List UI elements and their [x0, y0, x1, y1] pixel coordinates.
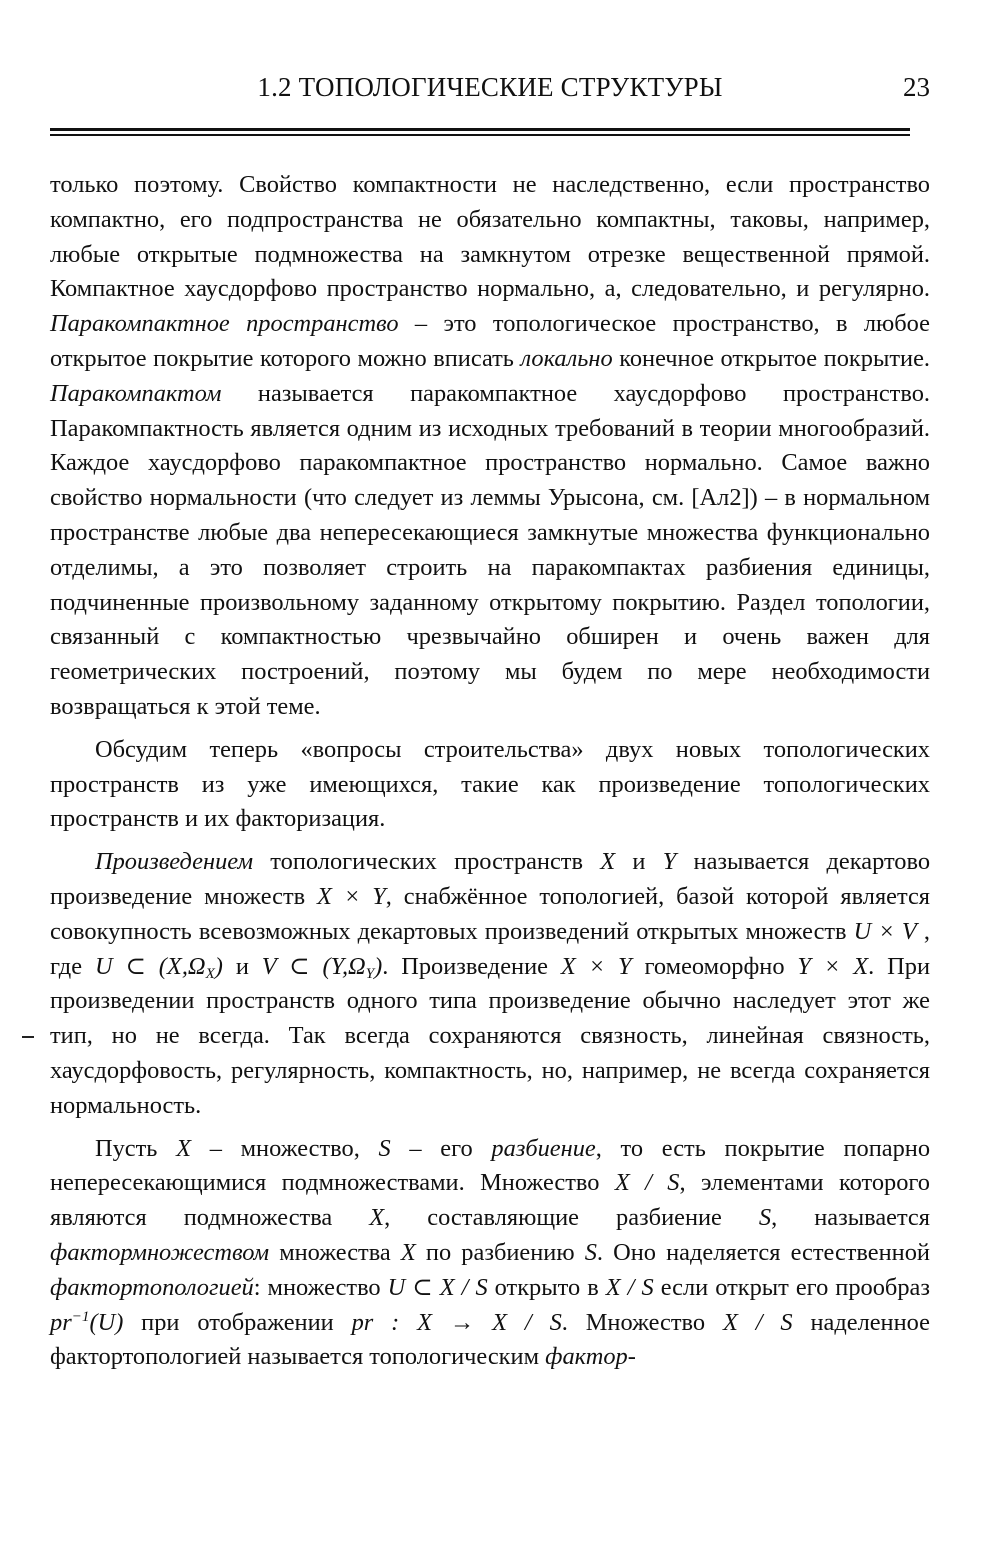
- emphasis-term: Паракомпактом: [50, 379, 222, 407]
- text-span: множества: [269, 1238, 401, 1266]
- text-span: при отображении: [123, 1308, 352, 1336]
- math-expression: X / S: [605, 1273, 654, 1301]
- text-span: гомеоморфно: [631, 952, 798, 980]
- math-expression: [95, 953, 223, 980]
- paragraph-construction: [50, 733, 930, 837]
- math-expression: X / S: [722, 1308, 793, 1336]
- math-subscript: X: [205, 965, 215, 982]
- paragraph-product: [50, 845, 930, 1123]
- text-span: конечное открытое покрытие.: [612, 344, 930, 372]
- math-symbol: X: [176, 1134, 192, 1162]
- math-expression: pr : X → X / S: [351, 1308, 562, 1336]
- math-part: V ⊂ (Y,Ω: [261, 952, 366, 980]
- text-span: – это топологическое пространство, в любое открытое покрытие которого можно вписать: [50, 310, 930, 372]
- text-span: , называется: [771, 1204, 930, 1232]
- math-expression: [50, 1309, 123, 1336]
- header-title: 1.2 ТОПОЛОГИЧЕСКИЕ СТРУКТУРЫ: [257, 72, 723, 102]
- math-symbol: S: [584, 1238, 597, 1266]
- math-expression: U ⊂ X / S: [387, 1273, 488, 1301]
- text-span: Обсудим теперь «вопросы строительства» двух новых топологических пространств из уже имеющихся, такие как произведение топологических пространств и их факторизация.: [50, 735, 930, 833]
- running-header: [50, 64, 930, 108]
- text-span: . Произведение: [382, 952, 561, 980]
- emphasis-term: Произведением: [95, 848, 254, 876]
- text-span: называется декартово произведение множеств: [50, 848, 931, 910]
- text-span: , снабжённое топологией, базой которой является совокупность всевозможных декартовых произведений открытых множеств: [50, 882, 930, 945]
- text-span: по разбиению: [415, 1238, 585, 1266]
- text-span: называется паракомпактное хаусдорфово пространство. Паракомпактность является одним из исходных требований в теории многообразий. Каждое хаусдорфово паракомпактное пространство нормально. Самое важно свойство нормальности (что следует из леммы Урысона, см. [Ал2]) – в нормальном пространстве любые два непересекающиеся замкнутые множества функционально отделимы, а это позволяет строить на паракомпактах разбиения единицы, подчиненные произвольному заданному открытому покрытию. Раздел топологии, связанный с компактностью чрезвычайно обширен и очень важен для геометрических построений, поэтому мы будем по мере необходимости возвращаться к этой теме.: [50, 379, 930, 720]
- text-span: наделенное фактортопологией называется топологическим: [50, 1308, 930, 1371]
- math-part: U ⊂ (X,Ω: [94, 952, 206, 980]
- text-span: только поэтому. Свойство компактности не наследственно, если пространство компактно, его подпространства не обязательно компактны, таковы, например, любые открытые подмножества на замкнутом отрезке вещественной прямой. Компактное хаусдорфово пространство нормально, а, следовательно, и регулярно.: [50, 171, 930, 303]
- math-symbol: S: [758, 1204, 772, 1232]
- header-rule-thin: [50, 134, 910, 136]
- text-span: топологических пространств: [253, 848, 601, 876]
- emphasis-term: фактор-: [545, 1343, 636, 1371]
- math-symbol: X: [400, 1238, 416, 1266]
- math-subscript: Y: [365, 965, 375, 982]
- text-span: Пусть: [95, 1134, 177, 1162]
- math-expression: Y × X: [797, 952, 869, 980]
- text-span: – его: [390, 1134, 492, 1162]
- text-span: и: [222, 952, 262, 980]
- text-span: если открыт его прообраз: [653, 1273, 930, 1301]
- text-span: , элементами которого являются подмножества: [50, 1169, 930, 1232]
- math-expression: X / S: [614, 1169, 680, 1197]
- body-text: [50, 168, 930, 1375]
- emphasis-term: локально: [520, 344, 613, 372]
- emphasis-term: фактортопологией: [50, 1273, 254, 1301]
- emphasis-term: Паракомпактное пространство: [50, 310, 399, 338]
- math-part: ): [214, 952, 223, 980]
- paragraph-factor: [50, 1132, 930, 1376]
- text-span: . Множество: [561, 1308, 723, 1336]
- text-span: , где: [50, 917, 931, 980]
- math-symbol: S: [378, 1134, 391, 1162]
- math-part: pr: [50, 1308, 72, 1336]
- text-span: и: [615, 848, 663, 876]
- math-symbol: X: [369, 1204, 385, 1232]
- text-span: : множество: [253, 1273, 388, 1301]
- emphasis-term: фактормножеством: [50, 1238, 270, 1266]
- page-number: 23: [903, 72, 930, 102]
- math-symbol: X: [600, 848, 616, 876]
- text-span: открыто в: [487, 1273, 606, 1301]
- math-expression: [262, 953, 382, 980]
- math-superscript: −1: [71, 1308, 90, 1325]
- math-part: (U): [89, 1308, 124, 1336]
- margin-mark: [22, 1036, 34, 1038]
- math-expression: X × Y: [317, 882, 386, 910]
- paragraph-compactness: [50, 168, 930, 725]
- text-span: . При произведении пространств одного типа произведение обычно наследует этот же тип, но не всегда. Так всегда сохраняются связность, линейная связность, хаусдорфовость, регулярность, компактность, но, например, не всегда сохраняется нормальность.: [50, 952, 931, 1119]
- math-symbol: Y: [662, 848, 677, 876]
- emphasis-term: разбиение: [491, 1134, 596, 1162]
- math-expression: X × Y: [560, 952, 632, 980]
- text-span: . Оно наделяется естественной: [596, 1238, 930, 1266]
- text-span: – множество,: [191, 1134, 379, 1162]
- header-rule-thick: [50, 128, 910, 131]
- text-span: , составляющие разбиение: [384, 1204, 759, 1232]
- math-expression: U × V: [853, 917, 917, 945]
- math-part: ): [374, 952, 383, 980]
- text-span: , то есть покрытие попарно непересекающимися подмножествами. Множество: [50, 1134, 931, 1197]
